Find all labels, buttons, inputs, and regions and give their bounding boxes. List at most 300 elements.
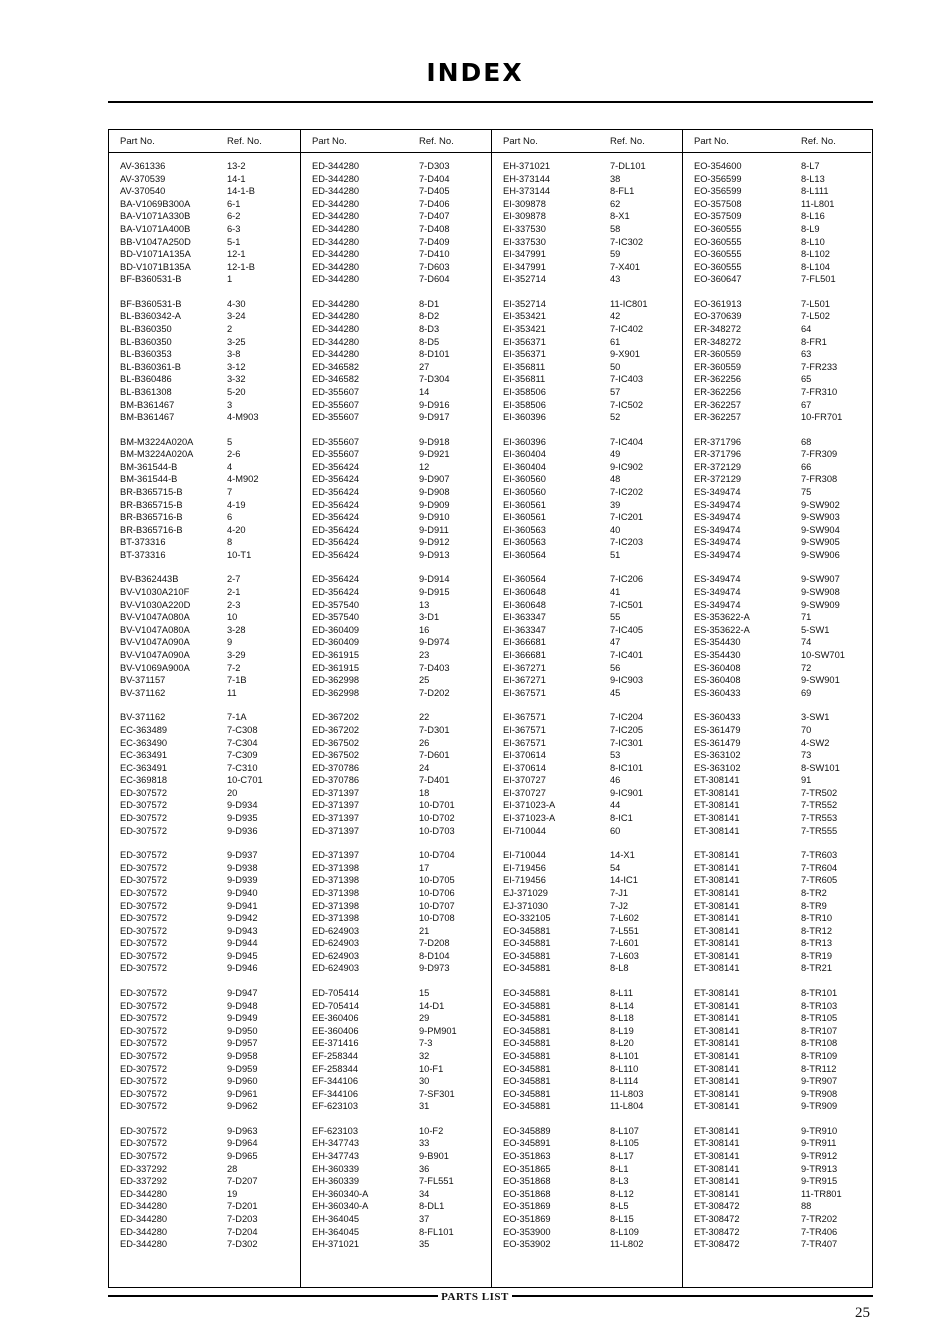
part-number: ED-371397 xyxy=(312,800,360,811)
ref-number: 10-F1 xyxy=(419,1063,444,1074)
index-group xyxy=(109,987,300,1113)
index-row xyxy=(301,862,491,875)
index-row xyxy=(492,436,682,449)
part-number: EI-360563 xyxy=(503,537,546,548)
index-row xyxy=(492,386,682,399)
index-row xyxy=(492,862,682,875)
part-number: EI-360561 xyxy=(503,499,546,510)
part-number: EO-360555 xyxy=(694,249,742,260)
index-row xyxy=(109,774,300,787)
ref-number: 7-IC204 xyxy=(610,712,644,723)
part-number: ED-337292 xyxy=(120,1163,168,1174)
ref-number: 14-D1 xyxy=(419,1000,445,1011)
part-number: EI-360564 xyxy=(503,550,546,560)
ref-number: 8-TR12 xyxy=(801,925,833,936)
ref-number: 13 xyxy=(419,599,430,610)
ref-number: 9-D908 xyxy=(419,487,450,498)
index-row xyxy=(301,1175,491,1188)
index-row xyxy=(109,336,300,349)
ref-number: 65 xyxy=(801,374,812,385)
ref-number: 9-IC903 xyxy=(610,675,644,686)
ref-number: 7-J1 xyxy=(610,887,629,898)
ref-number: 9-D917 xyxy=(419,412,450,423)
index-row xyxy=(492,573,682,586)
ref-number: 10-D706 xyxy=(419,887,455,898)
part-number: EI-360561 xyxy=(503,512,546,523)
ref-number: 75 xyxy=(801,487,812,498)
part-number: ET-308141 xyxy=(694,963,740,974)
ref-number: 8-DL1 xyxy=(419,1201,445,1212)
index-group xyxy=(301,160,491,286)
index-row xyxy=(492,273,682,286)
ref-number: 43 xyxy=(610,274,621,285)
part-number: ET-308141 xyxy=(694,1163,740,1174)
part-number: ED-356424 xyxy=(312,512,360,523)
ref-number: 8-FL101 xyxy=(419,1226,454,1237)
part-number: EC-363489 xyxy=(120,724,168,735)
ref-number: 54 xyxy=(610,862,621,873)
ref-number: 8-L8 xyxy=(610,963,629,974)
part-number: ED-361915 xyxy=(312,650,360,661)
index-row xyxy=(683,1163,871,1176)
index-row xyxy=(109,486,300,499)
index-rows xyxy=(109,153,300,1251)
ref-number: 9-D950 xyxy=(227,1025,258,1036)
index-row xyxy=(492,298,682,311)
part-number: BT-373316 xyxy=(120,550,166,560)
ref-number: 14 xyxy=(419,386,430,397)
ref-number: 1 xyxy=(227,274,233,285)
part-number: ED-307572 xyxy=(120,1038,168,1049)
index-row xyxy=(683,774,871,787)
ref-number: 10-D701 xyxy=(419,800,455,811)
index-row xyxy=(301,649,491,662)
index-rows xyxy=(683,153,871,1251)
index-row xyxy=(109,1025,300,1038)
part-number: EO-361913 xyxy=(694,298,742,309)
index-row xyxy=(301,749,491,762)
ref-number: 9-D959 xyxy=(227,1063,258,1074)
index-row xyxy=(683,1000,871,1013)
index-row xyxy=(301,662,491,675)
ref-number: 7-D404 xyxy=(419,173,450,184)
ref-number: 8-L20 xyxy=(610,1038,634,1049)
part-number: ED-356424 xyxy=(312,587,360,598)
index-row xyxy=(109,1213,300,1226)
index-row xyxy=(492,812,682,825)
part-number: ED-307572 xyxy=(120,875,168,886)
ref-number: 7-2 xyxy=(227,662,241,673)
part-number: EO-351865 xyxy=(503,1163,551,1174)
index-row xyxy=(109,687,300,700)
part-number: EI-710044 xyxy=(503,825,546,836)
index-row xyxy=(492,348,682,361)
part-number: ED-307572 xyxy=(120,813,168,824)
part-number: EI-309878 xyxy=(503,211,546,222)
ref-number: 7-C304 xyxy=(227,737,258,748)
index-row xyxy=(301,348,491,361)
ref-number: 56 xyxy=(610,662,621,673)
index-row xyxy=(492,185,682,198)
part-number: EI-360560 xyxy=(503,474,546,485)
part-number: EI-360404 xyxy=(503,449,546,460)
index-row xyxy=(109,925,300,938)
part-number: ED-344280 xyxy=(312,349,360,360)
ref-number: 10-F2 xyxy=(419,1125,444,1136)
index-row xyxy=(492,261,682,274)
index-group xyxy=(301,436,491,562)
ref-number: 44 xyxy=(610,800,621,811)
part-number: ER-362257 xyxy=(694,399,742,410)
index-row xyxy=(109,636,300,649)
index-row xyxy=(683,624,871,637)
ref-number: 9-D913 xyxy=(419,550,450,560)
index-row xyxy=(492,662,682,675)
ref-number: 91 xyxy=(801,775,812,786)
index-row xyxy=(492,486,682,499)
index-row xyxy=(109,1125,300,1138)
ref-number: 7-DL101 xyxy=(610,161,646,171)
index-row xyxy=(492,411,682,424)
ref-number: 8-TR101 xyxy=(801,987,838,998)
part-number: BL-B361308 xyxy=(120,386,172,397)
part-number: ED-344280 xyxy=(312,324,360,335)
ref-number: 9-D940 xyxy=(227,887,258,898)
column-header xyxy=(683,130,871,153)
column-header xyxy=(301,130,491,153)
index-group xyxy=(492,298,682,424)
index-row xyxy=(301,887,491,900)
ref-number: 31 xyxy=(419,1101,430,1112)
ref-no-header: Ref. No. xyxy=(801,136,836,147)
ref-number: 10-D708 xyxy=(419,913,455,924)
index-row xyxy=(301,1137,491,1150)
index-row xyxy=(301,586,491,599)
index-row xyxy=(301,511,491,524)
ref-number: 11 xyxy=(227,687,237,698)
index-row xyxy=(109,210,300,223)
ref-number: 7-C310 xyxy=(227,762,258,773)
part-number: EO-345881 xyxy=(503,1000,551,1011)
index-row xyxy=(492,1213,682,1226)
part-number: ED-344280 xyxy=(312,161,360,171)
index-row xyxy=(109,511,300,524)
ref-number: 7 xyxy=(227,487,233,498)
index-row xyxy=(683,586,871,599)
index-row xyxy=(301,912,491,925)
index-row xyxy=(683,737,871,750)
index-row xyxy=(492,799,682,812)
ref-number: 30 xyxy=(419,1076,430,1087)
part-number: ES-349474 xyxy=(694,587,741,598)
index-row xyxy=(109,1100,300,1113)
part-number: ET-308141 xyxy=(694,887,740,898)
column-header xyxy=(492,130,682,153)
part-number: ED-624903 xyxy=(312,938,360,949)
index-group xyxy=(683,987,871,1113)
part-number: EI-356371 xyxy=(503,336,546,347)
index-row xyxy=(109,373,300,386)
part-number: ED-307572 xyxy=(120,900,168,911)
part-number: ED-355607 xyxy=(312,436,360,447)
ref-number: 8-D1 xyxy=(419,298,440,309)
part-number: ER-372129 xyxy=(694,461,742,472)
part-number: ED-360409 xyxy=(312,624,360,635)
part-number: BA-V1069B300A xyxy=(120,198,191,209)
index-row xyxy=(683,1226,871,1239)
ref-number: 7-IC203 xyxy=(610,537,644,548)
part-number: EH-347743 xyxy=(312,1150,360,1161)
index-row xyxy=(301,1213,491,1226)
part-number: ER-360559 xyxy=(694,361,742,372)
ref-number: 8-L16 xyxy=(801,211,825,222)
index-row xyxy=(683,348,871,361)
ref-number: 51 xyxy=(610,550,621,560)
index-row xyxy=(301,536,491,549)
index-row xyxy=(683,386,871,399)
part-number: AV-370540 xyxy=(120,186,166,197)
part-number: EF-258344 xyxy=(312,1063,358,1074)
ref-number: 7-D604 xyxy=(419,274,450,285)
ref-number: 5-SW1 xyxy=(801,624,830,635)
index-row xyxy=(109,787,300,800)
ref-number: 9-D941 xyxy=(227,900,258,911)
ref-number: 17 xyxy=(419,862,430,873)
index-row xyxy=(683,323,871,336)
index-row xyxy=(492,473,682,486)
index-row xyxy=(683,900,871,913)
part-number: EJ-371030 xyxy=(503,900,548,911)
ref-number: 14-1-B xyxy=(227,186,255,197)
index-row xyxy=(492,624,682,637)
index-row xyxy=(109,236,300,249)
ref-number: 69 xyxy=(801,687,812,698)
part-number: ED-371397 xyxy=(312,813,360,824)
part-number: EH-373144 xyxy=(503,186,551,197)
index-row xyxy=(301,636,491,649)
ref-number: 11-L803 xyxy=(610,1088,644,1099)
part-number: EO-354600 xyxy=(694,161,742,171)
part-number: EI-347991 xyxy=(503,261,546,272)
index-row xyxy=(492,611,682,624)
ref-number: 8-L101 xyxy=(610,1050,639,1061)
part-number: ED-344280 xyxy=(120,1188,168,1199)
ref-number: 9-D915 xyxy=(419,587,450,598)
part-number: ED-367202 xyxy=(312,712,360,723)
ref-number: 9-D947 xyxy=(227,987,258,998)
part-number: ES-349474 xyxy=(694,487,741,498)
index-row xyxy=(301,1063,491,1076)
part-number: EO-357508 xyxy=(694,198,742,209)
index-row xyxy=(109,160,300,173)
index-row xyxy=(109,473,300,486)
part-number: EI-352714 xyxy=(503,298,546,309)
part-number: BV-V1069A900A xyxy=(120,662,190,673)
part-number: ET-308141 xyxy=(694,938,740,949)
ref-number: 8-TR105 xyxy=(801,1013,838,1024)
ref-number: 7-D409 xyxy=(419,236,450,247)
index-row xyxy=(683,1137,871,1150)
index-row xyxy=(109,724,300,737)
index-rows xyxy=(301,153,491,1251)
index-group xyxy=(683,1125,871,1251)
index-row xyxy=(492,987,682,1000)
index-row xyxy=(109,436,300,449)
index-row xyxy=(301,323,491,336)
ref-number: 7-3 xyxy=(419,1038,433,1049)
part-number: BL-B360486 xyxy=(120,374,172,385)
ref-number: 18 xyxy=(419,787,430,798)
ref-number: 12 xyxy=(419,461,430,472)
index-row xyxy=(683,1150,871,1163)
part-number: ET-308141 xyxy=(694,787,740,798)
ref-number: 5-1 xyxy=(227,236,241,247)
ref-number: 19 xyxy=(227,1188,238,1199)
part-number: ES-360408 xyxy=(694,662,741,673)
part-number: ED-344280 xyxy=(312,336,360,347)
part-number: ER-362256 xyxy=(694,374,742,385)
index-group xyxy=(492,711,682,837)
ref-number: 7-D304 xyxy=(419,374,450,385)
part-number: EE-360406 xyxy=(312,1013,359,1024)
part-number: ED-367202 xyxy=(312,724,360,735)
ref-number: 8-L107 xyxy=(610,1125,639,1136)
part-number: EI-353421 xyxy=(503,311,546,322)
part-number: ER-362256 xyxy=(694,386,742,397)
index-row xyxy=(492,687,682,700)
index-row xyxy=(492,549,682,562)
index-row xyxy=(492,511,682,524)
index-row xyxy=(683,812,871,825)
part-number: EC-363491 xyxy=(120,762,168,773)
part-number: EI-710044 xyxy=(503,850,546,861)
index-row xyxy=(109,1037,300,1050)
ref-number: 8-L111 xyxy=(801,186,829,197)
part-number: EO-345881 xyxy=(503,938,551,949)
ref-number: 7-IC405 xyxy=(610,624,644,635)
ref-number: 9-IC902 xyxy=(610,461,644,472)
ref-number: 9-D939 xyxy=(227,875,258,886)
part-number: ER-371796 xyxy=(694,436,742,447)
ref-number: 50 xyxy=(610,361,621,372)
part-number: ED-344280 xyxy=(120,1213,168,1224)
ref-number: 9-D948 xyxy=(227,1000,258,1011)
index-row xyxy=(109,937,300,950)
index-group xyxy=(109,711,300,837)
part-number: ED-346582 xyxy=(312,361,360,372)
ref-number: 8-D2 xyxy=(419,311,440,322)
index-group xyxy=(109,436,300,562)
part-number: ES-361479 xyxy=(694,737,741,748)
ref-number: 8-L110 xyxy=(610,1063,639,1074)
part-number: EI-337530 xyxy=(503,223,546,234)
ref-number: 7-TR603 xyxy=(801,850,838,861)
index-row xyxy=(109,900,300,913)
ref-number: 8-L11 xyxy=(610,987,634,998)
part-number: ER-372129 xyxy=(694,474,742,485)
ref-number: 39 xyxy=(610,499,621,510)
index-row xyxy=(492,762,682,775)
part-number: EI-370727 xyxy=(503,775,546,786)
part-number: ED-362998 xyxy=(312,687,360,698)
part-number: ET-308141 xyxy=(694,862,740,873)
part-number: ED-307572 xyxy=(120,963,168,974)
index-row xyxy=(109,1137,300,1150)
part-number: ED-361915 xyxy=(312,662,360,673)
index-row xyxy=(683,711,871,724)
index-row xyxy=(683,573,871,586)
part-number: EI-370614 xyxy=(503,762,546,773)
part-number: ES-360433 xyxy=(694,687,741,698)
part-number: EO-356599 xyxy=(694,186,742,197)
part-number: AV-361336 xyxy=(120,161,166,171)
ref-number: 7-TR553 xyxy=(801,813,838,824)
index-row xyxy=(683,937,871,950)
part-number: ED-344280 xyxy=(312,211,360,222)
ref-number: 7-D207 xyxy=(227,1176,258,1187)
ref-number: 9-D910 xyxy=(419,512,450,523)
index-row xyxy=(301,223,491,236)
part-number: ER-362257 xyxy=(694,412,742,423)
ref-number: 9-D961 xyxy=(227,1088,258,1099)
ref-number: 59 xyxy=(610,249,621,260)
ref-number: 7-IC502 xyxy=(610,399,644,410)
index-column xyxy=(682,130,871,1287)
ref-number: 2-3 xyxy=(227,599,241,610)
part-number: EO-356599 xyxy=(694,173,742,184)
index-table xyxy=(108,129,873,1288)
part-number: BV-V1047A080A xyxy=(120,612,190,623)
index-row xyxy=(109,1075,300,1088)
index-row xyxy=(683,599,871,612)
index-row xyxy=(301,573,491,586)
ref-number: 8-L15 xyxy=(610,1213,634,1224)
part-number: BB-V1047A250D xyxy=(120,236,191,247)
index-row xyxy=(492,1075,682,1088)
index-row xyxy=(683,549,871,562)
part-number: ED-624903 xyxy=(312,925,360,936)
footer-label: PARTS LIST xyxy=(438,1291,512,1303)
ref-number: 57 xyxy=(610,386,621,397)
index-row xyxy=(301,711,491,724)
ref-number: 9-D944 xyxy=(227,938,258,949)
index-row xyxy=(109,549,300,562)
index-row xyxy=(301,473,491,486)
part-number: EI-360648 xyxy=(503,599,546,610)
index-row xyxy=(492,825,682,838)
index-row xyxy=(109,361,300,374)
index-row xyxy=(492,1150,682,1163)
part-number: EO-351868 xyxy=(503,1176,551,1187)
index-row xyxy=(109,812,300,825)
index-row xyxy=(683,361,871,374)
ref-number: 9-X901 xyxy=(610,349,640,360)
ref-number: 8-L10 xyxy=(801,236,825,247)
index-row xyxy=(492,1088,682,1101)
part-number: EF-344106 xyxy=(312,1088,358,1099)
index-row xyxy=(683,787,871,800)
ref-number: 2-7 xyxy=(227,574,241,585)
index-row xyxy=(492,1000,682,1013)
part-number: EO-345881 xyxy=(503,1088,551,1099)
index-row xyxy=(492,1012,682,1025)
part-number: ED-356424 xyxy=(312,499,360,510)
part-number: ED-370786 xyxy=(312,775,360,786)
index-row xyxy=(683,273,871,286)
ref-number: 74 xyxy=(801,637,812,648)
ref-number: 14-IC1 xyxy=(610,875,638,886)
index-group xyxy=(683,298,871,424)
